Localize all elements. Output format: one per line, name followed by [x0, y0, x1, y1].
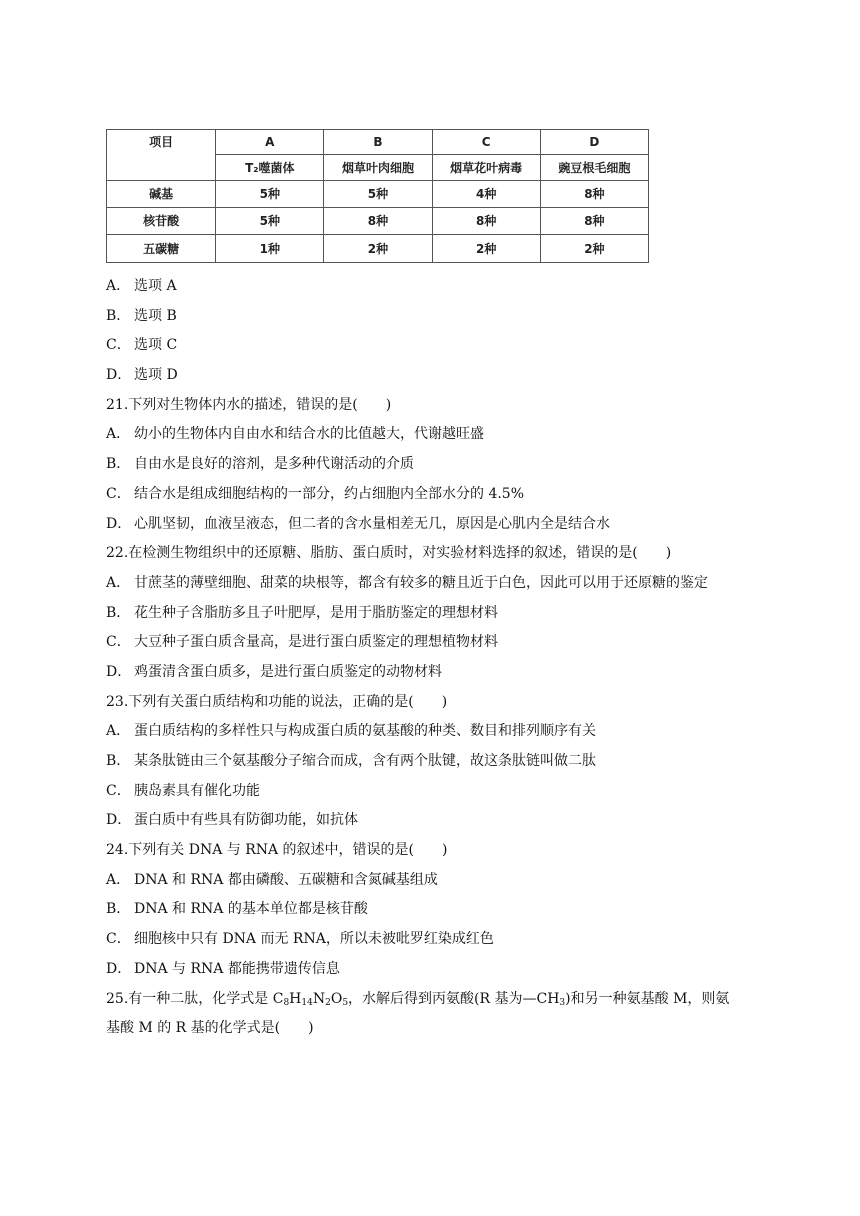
- stem-part: ，水解后得到丙氨酸(R 基为—CH: [348, 990, 560, 1007]
- stem-part: O: [330, 990, 343, 1007]
- question-text-block: [106, 272, 786, 1044]
- option-line: [106, 925, 786, 955]
- option-text: 蛋白质结构的多样性只与构成蛋白质的氨基酸的种类、数目和排列顺序有关: [134, 723, 596, 740]
- option-text: 选项 D: [134, 367, 178, 384]
- option-text: 花生种子含脂肪多且子叶肥厚，是用于脂肪鉴定的理想材料: [134, 604, 498, 621]
- option-line: [106, 628, 786, 658]
- table-column-letter: B: [324, 130, 432, 155]
- option-text: 心肌坚韧，血液呈液态，但二者的含水量相差无几，原因是心肌内全是结合水: [134, 515, 610, 532]
- option-label: D．: [106, 663, 132, 680]
- option-label: A．: [106, 426, 131, 443]
- question-stem: 24.下列有关 DNA 与 RNA 的叙述中，错误的是( ): [106, 842, 448, 859]
- table-column-subject: 烟草花叶病毒: [432, 155, 540, 181]
- option-text: DNA 与 RNA 都能携带遗传信息: [134, 960, 340, 977]
- option-line: [106, 599, 786, 629]
- option-label: B．: [106, 901, 131, 918]
- table-row: [107, 208, 649, 235]
- option-text: 鸡蛋清含蛋白质多，是进行蛋白质鉴定的动物材料: [134, 663, 442, 680]
- option-line: [106, 450, 786, 480]
- option-text: 某条肽链由三个氨基酸分子缩合而成，含有两个肽键，故这条肽链叫做二肽: [134, 753, 596, 769]
- option-line: [106, 658, 786, 688]
- question-stem: 23.下列有关蛋白质结构和功能的说法，正确的是( ): [106, 693, 448, 710]
- option-line: [106, 717, 786, 747]
- subscript: 14: [301, 997, 313, 1008]
- option-text: 甘蔗茎的薄壁细胞、甜菜的块根等，都含有较多的糖且近于白色，因此可以用于还原糖的鉴定: [134, 574, 708, 591]
- option-line: [106, 747, 786, 777]
- option-line: [106, 777, 786, 807]
- table-cell: 2种: [324, 235, 432, 263]
- subscript: 5: [342, 997, 349, 1008]
- table-column-letter: D: [540, 130, 648, 155]
- option-text: 结合水是组成细胞结构的一部分，约占细胞内全部水分的 4.5%: [134, 485, 525, 502]
- table-cell: 8种: [432, 208, 540, 235]
- option-label: C．: [106, 931, 131, 948]
- option-text: 大豆种子蛋白质含量高，是进行蛋白质鉴定的理想植物材料: [134, 634, 498, 651]
- table-row-label: 五碳糖: [107, 235, 216, 263]
- subscript: 2: [325, 997, 331, 1008]
- option-label: C．: [106, 337, 131, 354]
- table-column-subject: 豌豆根毛细胞: [540, 155, 648, 181]
- table-cell: 8种: [540, 181, 648, 208]
- option-text: DNA 和 RNA 的基本单位都是核苷酸: [134, 901, 368, 918]
- question-stem: [106, 985, 786, 1015]
- option-label: A．: [106, 574, 131, 591]
- option-line: [106, 895, 786, 925]
- table-cell: 5种: [324, 181, 432, 208]
- option-line: [106, 569, 786, 599]
- option-text: 幼小的生物体内自由水和结合水的比值越大，代谢越旺盛: [134, 426, 484, 443]
- subscript: 8: [283, 997, 290, 1008]
- table-cell: 8种: [324, 208, 432, 235]
- option-text: 蛋白质中有些具有防御功能，如抗体: [134, 812, 358, 829]
- option-label: B．: [106, 753, 131, 769]
- option-text: 选项 A: [134, 278, 177, 294]
- option-label: A．: [106, 278, 131, 294]
- option-label: D．: [106, 367, 132, 384]
- comparison-table: [106, 129, 649, 263]
- option-text: 自由水是良好的溶剂，是多种代谢活动的介质: [134, 456, 414, 473]
- option-label: A．: [106, 871, 131, 888]
- option-line: [106, 510, 786, 540]
- table-cell: 5种: [216, 181, 324, 208]
- option-line: [106, 480, 786, 510]
- option-line: [106, 272, 786, 302]
- option-label: A．: [106, 723, 131, 740]
- option-line: [106, 361, 786, 391]
- table-row: [107, 181, 649, 208]
- option-label: C．: [106, 634, 131, 651]
- stem-part: )和另一种氨基酸 M，则氨: [565, 990, 730, 1007]
- option-text: 细胞核中只有 DNA 而无 RNA，所以未被吡罗红染成红色: [134, 931, 494, 948]
- table-cell: 4种: [432, 181, 540, 208]
- option-label: B．: [106, 307, 131, 324]
- option-label: B．: [106, 456, 131, 473]
- table-cell: 1种: [216, 235, 324, 263]
- table-column-letter: A: [216, 130, 324, 155]
- option-text: 选项 B: [134, 307, 177, 324]
- table-column-subject: 烟草叶肉细胞: [324, 155, 432, 181]
- table-header-row: [107, 130, 649, 155]
- option-line: [106, 806, 786, 836]
- option-text: 选项 C: [134, 337, 178, 354]
- question-stem: 22.在检测生物组织中的还原糖、脂肪、蛋白质时，对实验材料选择的叙述，错误的是( ): [106, 545, 672, 562]
- stem-part: N: [312, 990, 326, 1007]
- option-line: [106, 420, 786, 450]
- table-row-label: 核苷酸: [107, 208, 216, 235]
- stem-part: 25.有一种二肽，化学式是 C: [106, 990, 284, 1007]
- table-column-letter: C: [432, 130, 540, 155]
- table-row-label: 碱基: [107, 181, 216, 208]
- option-label: D．: [106, 812, 132, 829]
- option-text: 胰岛素具有催化功能: [134, 782, 260, 799]
- table-cell: 8种: [540, 208, 648, 235]
- option-label: D．: [106, 960, 132, 977]
- option-line: [106, 955, 786, 985]
- option-text: DNA 和 RNA 都由磷酸、五碳糖和含氮碱基组成: [134, 871, 438, 888]
- table-cell: 2种: [432, 235, 540, 263]
- stem-part: H: [289, 990, 302, 1007]
- subscript: 3: [559, 997, 566, 1008]
- question-stem-continued: 基酸 M 的 R 基的化学式是( ): [106, 1020, 314, 1037]
- option-label: B．: [106, 604, 131, 621]
- table-corner-cell: 项目: [107, 130, 216, 181]
- table-column-subject: T₂噬菌体: [216, 155, 324, 181]
- option-line: [106, 331, 786, 361]
- option-line: [106, 302, 786, 332]
- table-row: [107, 235, 649, 263]
- option-line: [106, 866, 786, 896]
- table-cell: 2种: [540, 235, 648, 263]
- option-label: C．: [106, 782, 131, 799]
- table-cell: 5种: [216, 208, 324, 235]
- question-stem: 21.下列对生物体内水的描述，错误的是( ): [106, 396, 392, 413]
- option-label: D．: [106, 515, 132, 532]
- option-label: C．: [106, 485, 131, 502]
